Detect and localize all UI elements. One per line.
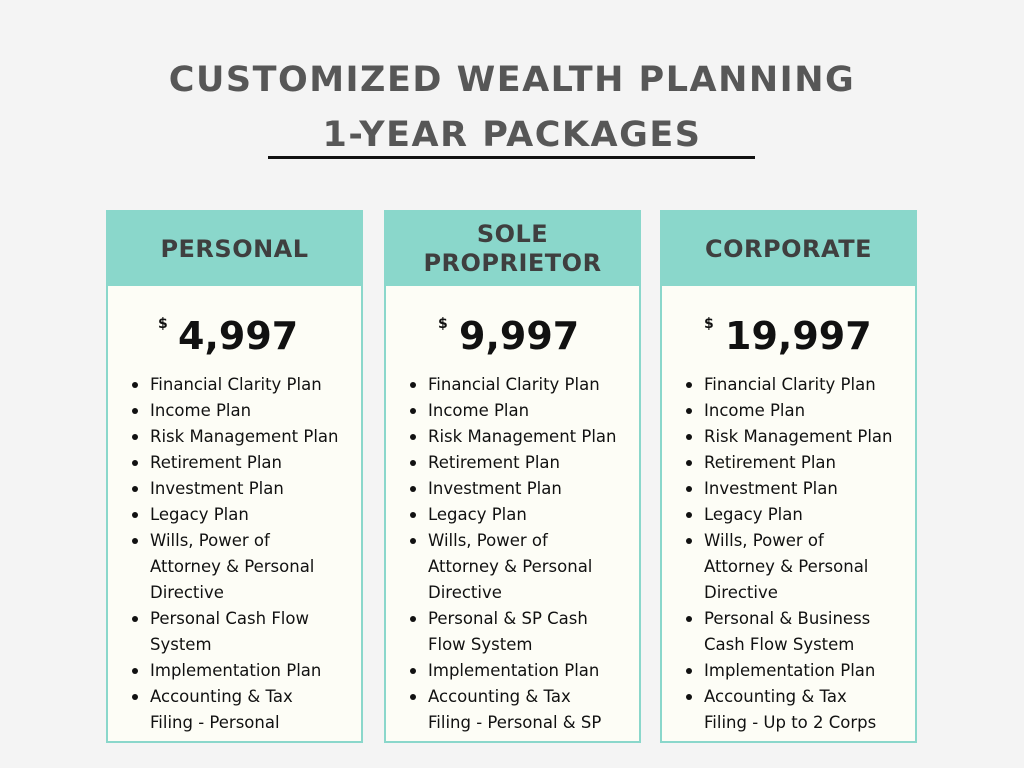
bullet-icon: [132, 408, 138, 414]
currency-symbol: $: [438, 316, 448, 332]
feature-item: [386, 606, 639, 658]
bullet-icon: [132, 538, 138, 544]
feature-text: Risk Management Plan: [704, 427, 893, 446]
feature-list: [108, 372, 361, 736]
feature-item: [108, 424, 361, 450]
bullet-icon: [686, 668, 692, 674]
bullet-icon: [410, 486, 416, 492]
currency-symbol: $: [158, 316, 168, 332]
feature-text: Risk Management Plan: [428, 427, 617, 446]
feature-item: [386, 658, 639, 684]
bullet-icon: [686, 694, 692, 700]
bullet-icon: [410, 460, 416, 466]
feature-list: [662, 372, 915, 736]
package-header: [662, 212, 915, 286]
feature-item: [662, 606, 915, 658]
feature-text: Income Plan: [150, 401, 252, 420]
bullet-icon: [410, 668, 416, 674]
feature-item: [662, 372, 915, 398]
bullet-icon: [410, 408, 416, 414]
package-name: CORPORATE: [705, 234, 872, 263]
feature-text: Personal Cash Flow System: [150, 609, 309, 654]
currency-symbol: $: [704, 316, 714, 332]
feature-text: Retirement Plan: [150, 453, 282, 472]
bullet-icon: [686, 486, 692, 492]
feature-item: [662, 398, 915, 424]
feature-item: [108, 658, 361, 684]
feature-item: [662, 502, 915, 528]
feature-item: [662, 684, 915, 736]
feature-item: [386, 476, 639, 502]
page-subtitle: 1-YEAR PACKAGES: [322, 115, 702, 155]
package-name: PERSONAL: [160, 234, 309, 263]
feature-item: [662, 476, 915, 502]
feature-text: Implementation Plan: [428, 661, 600, 680]
bullet-icon: [410, 538, 416, 544]
bullet-icon: [132, 460, 138, 466]
bullet-icon: [410, 382, 416, 388]
bullet-icon: [132, 668, 138, 674]
price-amount: 19,997: [725, 314, 872, 358]
page-title: CUSTOMIZED WEALTH PLANNING: [168, 60, 856, 100]
feature-text: Personal & Business Cash Flow System: [704, 609, 871, 654]
feature-item: [662, 450, 915, 476]
feature-text: Accounting & Tax Filing - Personal & SP: [428, 687, 602, 732]
package-header: [386, 212, 639, 286]
package-price: [386, 310, 639, 366]
feature-text: Income Plan: [704, 401, 806, 420]
package-price: [108, 310, 361, 366]
package-header: [108, 212, 361, 286]
package-price: [662, 310, 915, 366]
feature-text: Legacy Plan: [150, 505, 249, 524]
bullet-icon: [132, 382, 138, 388]
bullet-icon: [686, 538, 692, 544]
price-amount: 4,997: [178, 314, 299, 358]
feature-item: [108, 502, 361, 528]
feature-text: Implementation Plan: [150, 661, 322, 680]
feature-item: [386, 684, 639, 736]
feature-text: Wills, Power of Attorney & Personal Directive: [704, 531, 869, 602]
bullet-icon: [686, 460, 692, 466]
feature-item: [386, 502, 639, 528]
title-underline: [268, 156, 755, 159]
feature-list: [386, 372, 639, 736]
package-card-corporate: [660, 210, 917, 743]
bullet-icon: [686, 408, 692, 414]
feature-text: Retirement Plan: [428, 453, 560, 472]
feature-item: [386, 372, 639, 398]
feature-text: Legacy Plan: [428, 505, 527, 524]
feature-item: [662, 424, 915, 450]
price-amount: 9,997: [459, 314, 580, 358]
bullet-icon: [132, 616, 138, 622]
feature-item: [108, 398, 361, 424]
bullet-icon: [132, 512, 138, 518]
feature-text: Investment Plan: [150, 479, 284, 498]
feature-item: [108, 372, 361, 398]
feature-item: [386, 424, 639, 450]
feature-text: Personal & SP Cash Flow System: [428, 609, 588, 654]
feature-text: Wills, Power of Attorney & Personal Directive: [150, 531, 315, 602]
package-card-personal: [106, 210, 363, 743]
bullet-icon: [686, 616, 692, 622]
feature-text: Implementation Plan: [704, 661, 876, 680]
bullet-icon: [410, 434, 416, 440]
feature-item: [108, 684, 361, 736]
bullet-icon: [410, 512, 416, 518]
feature-text: Retirement Plan: [704, 453, 836, 472]
feature-text: Risk Management Plan: [150, 427, 339, 446]
feature-item: [108, 450, 361, 476]
feature-text: Financial Clarity Plan: [428, 375, 600, 394]
bullet-icon: [132, 486, 138, 492]
feature-item: [108, 606, 361, 658]
bullet-icon: [132, 434, 138, 440]
feature-item: [386, 450, 639, 476]
feature-item: [108, 476, 361, 502]
bullet-icon: [686, 434, 692, 440]
feature-text: Accounting & Tax Filing - Personal: [150, 687, 293, 732]
feature-item: [662, 658, 915, 684]
bullet-icon: [686, 512, 692, 518]
package-name: SOLE PROPRIETOR: [423, 220, 602, 277]
feature-item: [386, 528, 639, 606]
feature-text: Financial Clarity Plan: [150, 375, 322, 394]
bullet-icon: [132, 694, 138, 700]
feature-text: Financial Clarity Plan: [704, 375, 876, 394]
bullet-icon: [410, 616, 416, 622]
feature-text: Income Plan: [428, 401, 530, 420]
feature-text: Investment Plan: [704, 479, 838, 498]
feature-item: [662, 528, 915, 606]
bullet-icon: [410, 694, 416, 700]
feature-text: Accounting & Tax Filing - Up to 2 Corps: [704, 687, 877, 732]
bullet-icon: [686, 382, 692, 388]
package-card-sole-proprietor: [384, 210, 641, 743]
feature-item: [386, 398, 639, 424]
feature-item: [108, 528, 361, 606]
feature-text: Wills, Power of Attorney & Personal Directive: [428, 531, 593, 602]
feature-text: Legacy Plan: [704, 505, 803, 524]
feature-text: Investment Plan: [428, 479, 562, 498]
